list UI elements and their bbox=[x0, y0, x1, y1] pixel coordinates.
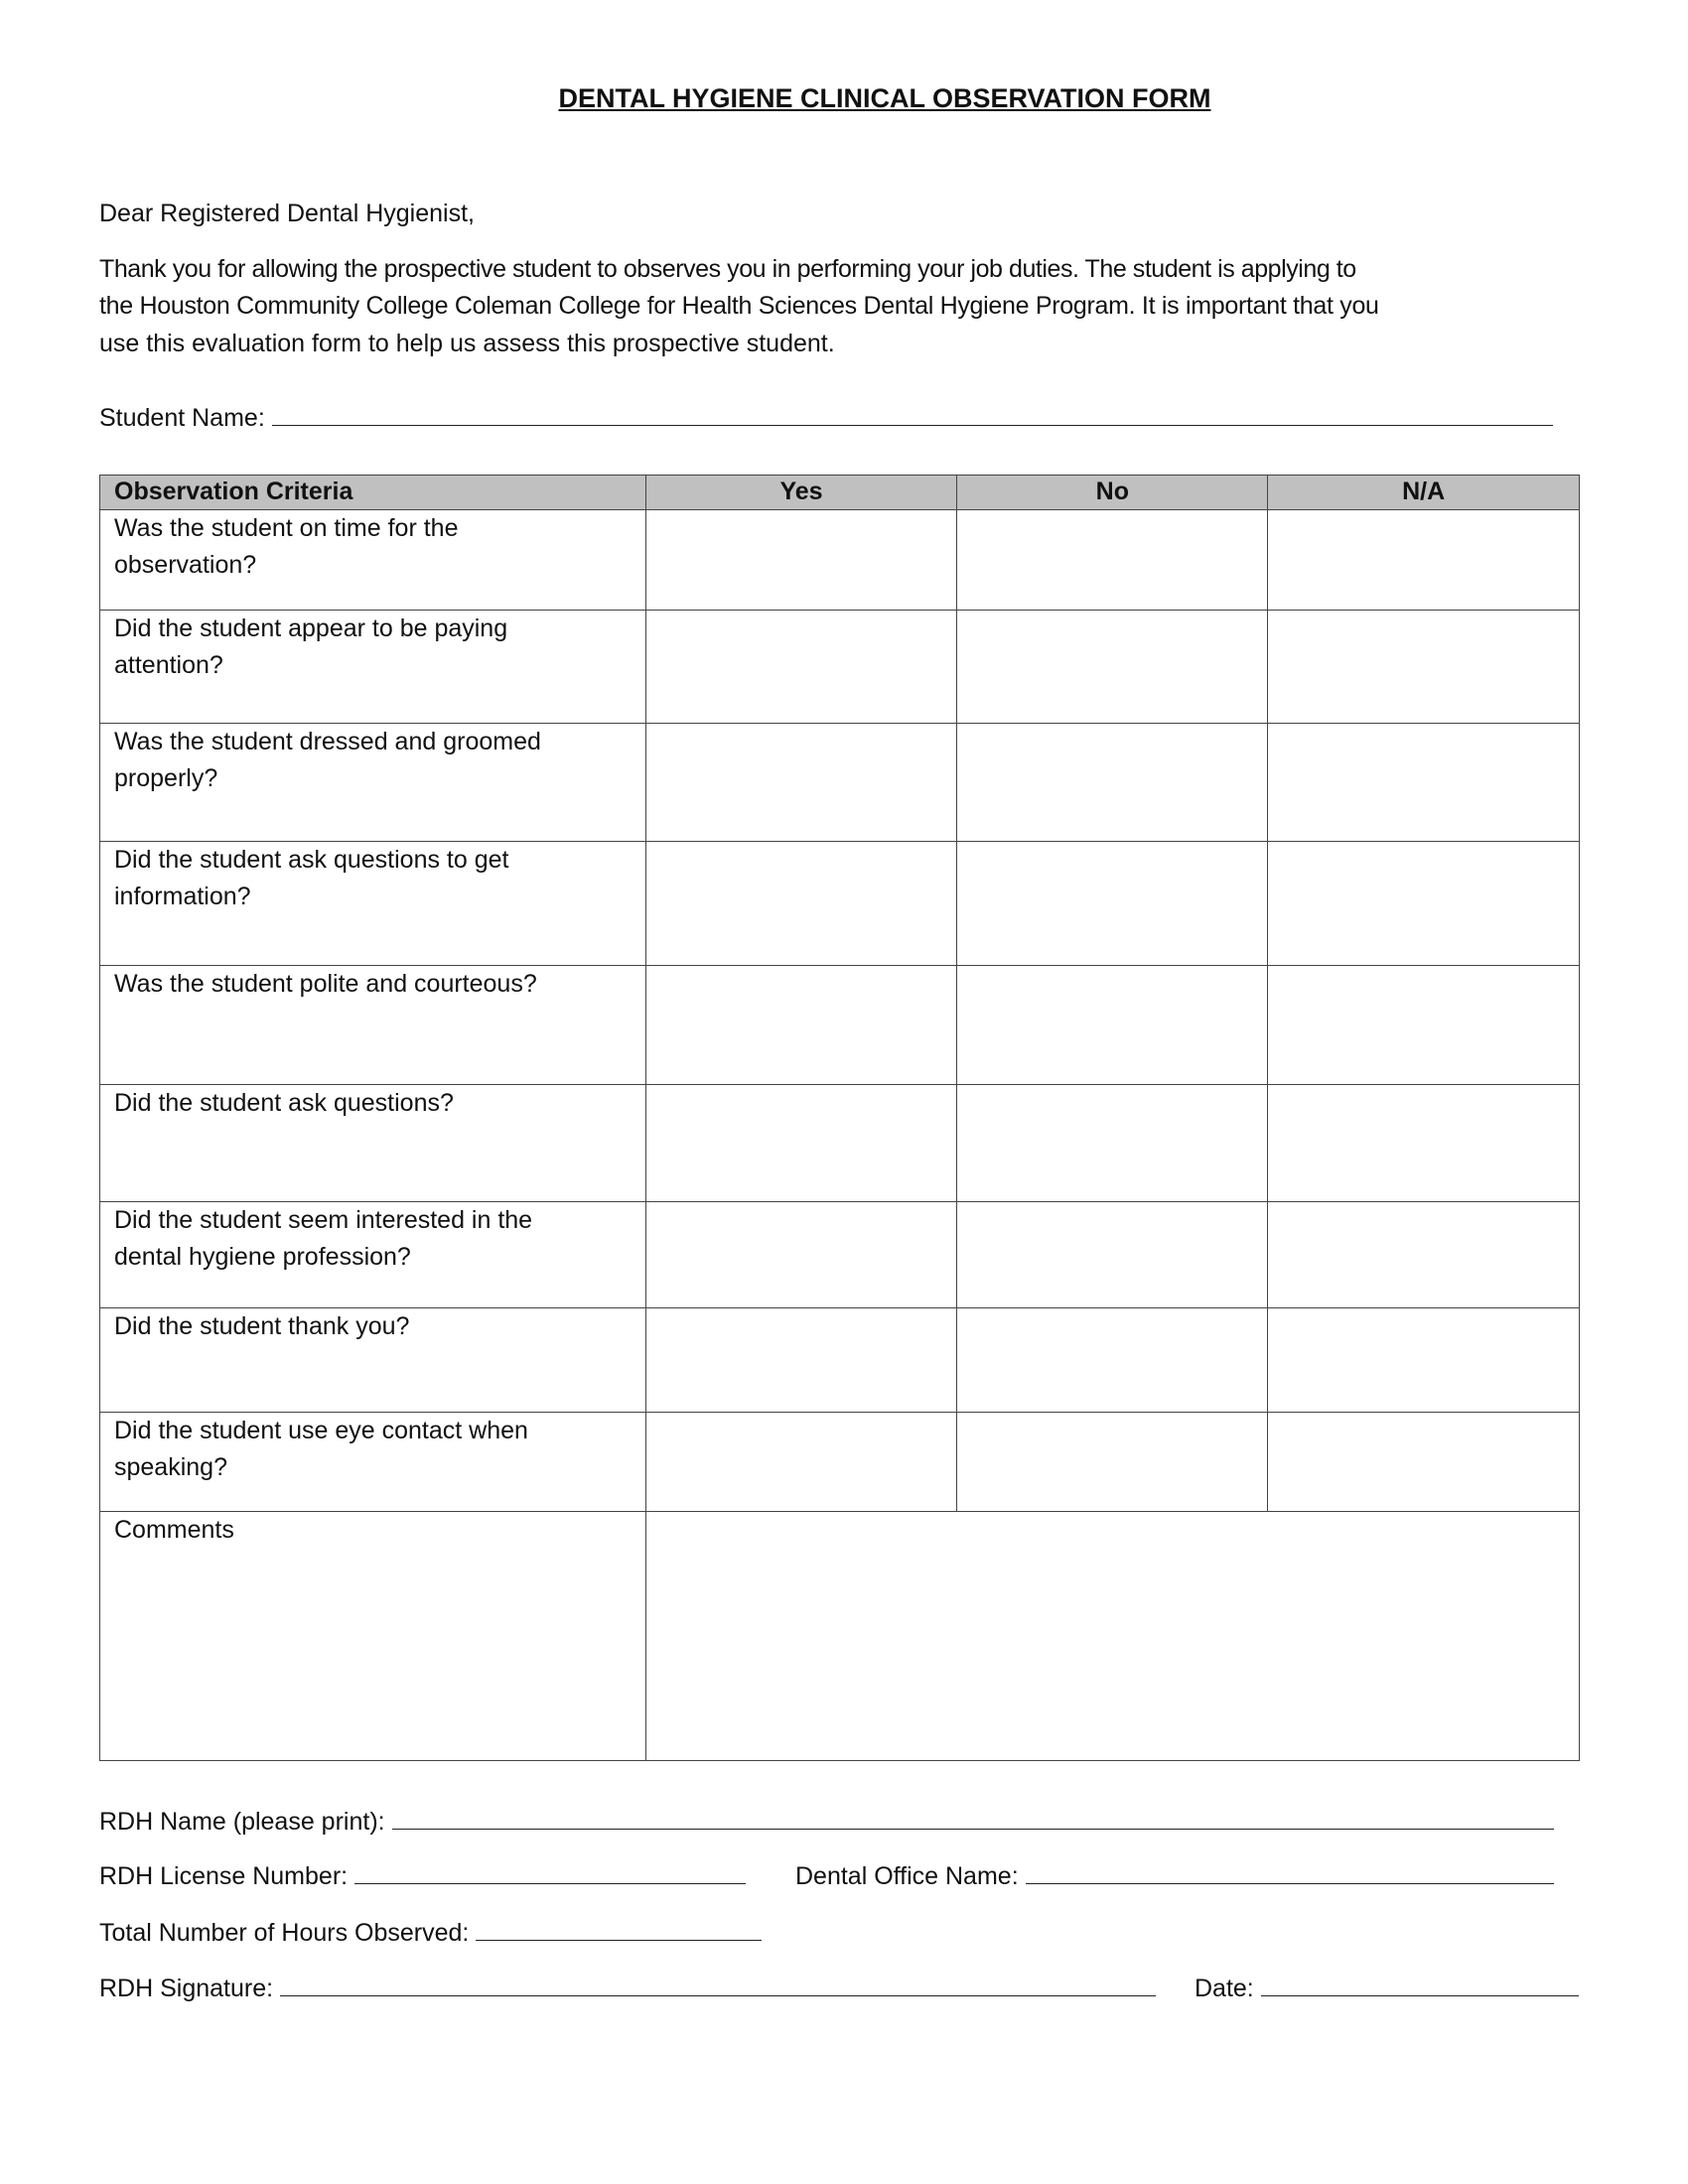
answer-cell-no[interactable] bbox=[957, 611, 1268, 724]
signature-label: RDH Signature: bbox=[99, 1975, 274, 2002]
office-field[interactable] bbox=[795, 1861, 1554, 1891]
license-label: RDH License Number: bbox=[99, 1862, 349, 1890]
criteria-text: observation? bbox=[114, 551, 257, 579]
answer-cell-no[interactable] bbox=[957, 966, 1268, 1085]
answer-cell-yes[interactable] bbox=[645, 510, 957, 611]
office-line[interactable] bbox=[1026, 1861, 1554, 1884]
answer-cell-yes[interactable] bbox=[645, 1308, 957, 1413]
answer-cell-yes[interactable] bbox=[645, 611, 957, 724]
table-row bbox=[100, 842, 1580, 966]
criteria-text: Did the student ask questions to get bbox=[114, 846, 509, 874]
table-header-row bbox=[100, 476, 1580, 510]
criteria-cell bbox=[100, 1085, 646, 1202]
license-field[interactable] bbox=[99, 1861, 746, 1891]
date-label: Date: bbox=[1195, 1975, 1254, 2002]
comments-text: Comments bbox=[114, 1516, 234, 1544]
answer-cell-na[interactable] bbox=[1268, 510, 1580, 611]
criteria-cell bbox=[100, 1202, 646, 1308]
answer-cell-na[interactable] bbox=[1268, 611, 1580, 724]
criteria-text: dental hygiene profession? bbox=[114, 1243, 411, 1271]
answer-cell-no[interactable] bbox=[957, 1202, 1268, 1308]
student-name-label: Student Name: bbox=[99, 404, 265, 432]
answer-cell-na[interactable] bbox=[1268, 1085, 1580, 1202]
intro-line-3: use this evaluation form to help us assess this prospective student. bbox=[99, 330, 835, 357]
criteria-text: Did the student appear to be paying bbox=[114, 614, 508, 642]
comments-label bbox=[100, 1512, 646, 1761]
student-name-line[interactable] bbox=[272, 403, 1553, 426]
rdh-name-field[interactable] bbox=[99, 1807, 1554, 1837]
greeting: Dear Registered Dental Hygienist, bbox=[99, 200, 475, 227]
answer-cell-yes[interactable] bbox=[645, 1413, 957, 1512]
criteria-text: Did the student thank you? bbox=[114, 1312, 410, 1340]
answer-cell-na[interactable] bbox=[1268, 724, 1580, 842]
answer-cell-na[interactable] bbox=[1268, 842, 1580, 966]
observation-table bbox=[99, 475, 1580, 1761]
criteria-cell bbox=[100, 966, 646, 1085]
answer-cell-no[interactable] bbox=[957, 842, 1268, 966]
hours-label: Total Number of Hours Observed: bbox=[99, 1919, 470, 1947]
table-row bbox=[100, 724, 1580, 842]
signature-field[interactable] bbox=[99, 1974, 1156, 2003]
date-field[interactable] bbox=[1195, 1974, 1579, 2003]
criteria-text: speaking? bbox=[114, 1453, 227, 1481]
table-row bbox=[100, 1413, 1580, 1512]
header-no: No bbox=[957, 476, 1268, 510]
criteria-cell bbox=[100, 1413, 646, 1512]
answer-cell-na[interactable] bbox=[1268, 1202, 1580, 1308]
student-name-field[interactable] bbox=[99, 403, 1553, 433]
criteria-text: Was the student dressed and groomed bbox=[114, 728, 541, 755]
answer-cell-no[interactable] bbox=[957, 1413, 1268, 1512]
answer-cell-yes[interactable] bbox=[645, 724, 957, 842]
table-row bbox=[100, 966, 1580, 1085]
hours-field[interactable] bbox=[99, 1918, 762, 1948]
comments-row bbox=[100, 1512, 1580, 1761]
answer-cell-no[interactable] bbox=[957, 1085, 1268, 1202]
answer-cell-yes[interactable] bbox=[645, 842, 957, 966]
table-row bbox=[100, 1202, 1580, 1308]
header-criteria: Observation Criteria bbox=[100, 476, 646, 510]
office-label: Dental Office Name: bbox=[795, 1862, 1019, 1890]
intro-line-1: Thank you for allowing the prospective student to observes you in performing your job duties. The student is applying to bbox=[99, 255, 1356, 283]
criteria-text: properly? bbox=[114, 764, 218, 792]
answer-cell-yes[interactable] bbox=[645, 966, 957, 1085]
hours-line[interactable] bbox=[476, 1918, 762, 1941]
rdh-name-line[interactable] bbox=[392, 1807, 1554, 1830]
signature-line[interactable] bbox=[280, 1974, 1156, 1996]
criteria-cell bbox=[100, 1308, 646, 1413]
answer-cell-no[interactable] bbox=[957, 1308, 1268, 1413]
license-line[interactable] bbox=[354, 1861, 746, 1884]
answer-cell-no[interactable] bbox=[957, 724, 1268, 842]
criteria-text: Was the student on time for the bbox=[114, 514, 459, 542]
criteria-cell bbox=[100, 510, 646, 611]
answer-cell-na[interactable] bbox=[1268, 1308, 1580, 1413]
answer-cell-na[interactable] bbox=[1268, 1413, 1580, 1512]
table-row bbox=[100, 1308, 1580, 1413]
table-row bbox=[100, 611, 1580, 724]
criteria-text: attention? bbox=[114, 651, 223, 679]
header-yes: Yes bbox=[645, 476, 957, 510]
intro-line-2: the Houston Community College Coleman College for Health Sciences Dental Hygiene Program. It is important that you bbox=[99, 292, 1379, 320]
header-na: N/A bbox=[1268, 476, 1580, 510]
answer-cell-yes[interactable] bbox=[645, 1085, 957, 1202]
criteria-text: Was the student polite and courteous? bbox=[114, 970, 537, 998]
comments-input[interactable] bbox=[645, 1512, 1579, 1761]
answer-cell-yes[interactable] bbox=[645, 1202, 957, 1308]
page-title: DENTAL HYGIENE CLINICAL OBSERVATION FORM bbox=[558, 83, 1211, 113]
criteria-text: information? bbox=[114, 883, 251, 910]
criteria-cell bbox=[100, 724, 646, 842]
answer-cell-no[interactable] bbox=[957, 510, 1268, 611]
table-row bbox=[100, 1085, 1580, 1202]
rdh-name-label: RDH Name (please print): bbox=[99, 1808, 385, 1836]
criteria-text: Did the student ask questions? bbox=[114, 1089, 454, 1117]
criteria-cell bbox=[100, 842, 646, 966]
date-line[interactable] bbox=[1261, 1974, 1579, 1996]
table-row bbox=[100, 510, 1580, 611]
criteria-text: Did the student use eye contact when bbox=[114, 1417, 528, 1444]
criteria-text: Did the student seem interested in the bbox=[114, 1206, 533, 1234]
answer-cell-na[interactable] bbox=[1268, 966, 1580, 1085]
criteria-cell bbox=[100, 611, 646, 724]
